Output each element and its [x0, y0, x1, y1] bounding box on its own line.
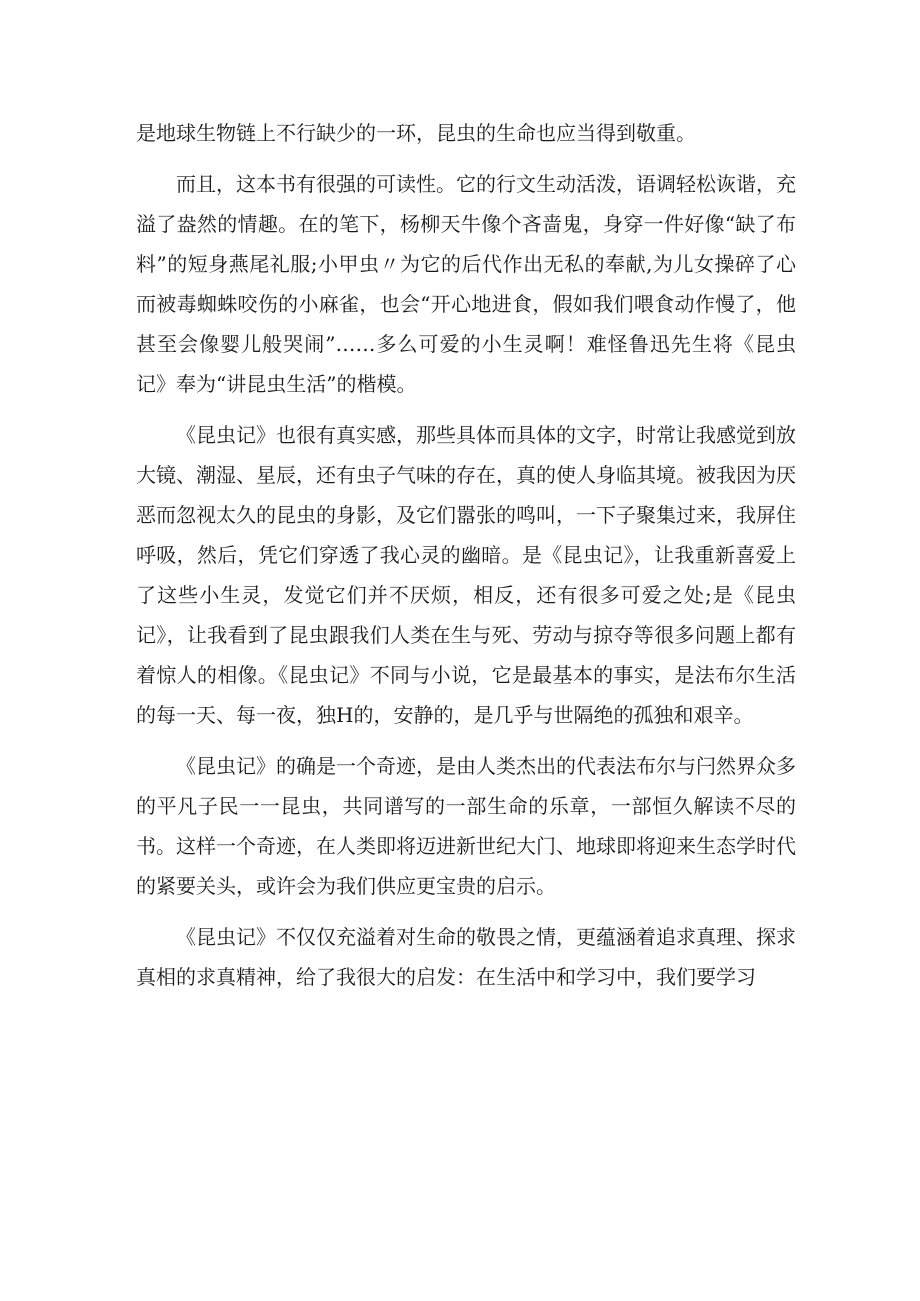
article-body	[136, 113, 796, 997]
paragraph-1: 是地球生物链上不行缺少的一环，昆虫的生命也应当得到敬重。	[136, 121, 696, 145]
paragraph-5: 《昆虫记》不仅仅充溢着对生命的敬畏之情，更蕴涵着追求真理、探求真相的求真精神，给了我很大的启发：在生活中和学习中，我们要学习	[136, 925, 796, 989]
paragraph-3: 《昆虫记》也很有真实感，那些具体而具体的文字，时常让我感觉到放大镜、潮湿、星辰，还有虫子气味的存在，真的使人身临其境。被我因为厌恶而忽视太久的昆虫的身影，及它们嚣张的鸣叫，一下子聚集过来，我屏住呼吸，然后，凭它们穿透了我心灵的幽暗。是《昆虫记》，让我重新喜爱上了这些小生灵，发觉它们并不厌烦，相反，还有很多可爱之处;是《昆虫记》，让我看到了昆虫跟我们人类在生与死、劳动与掠夺等很多问题上都有着惊人的相像。《昆虫记》不同与小说，它是最基本的事实，是法布尔生活的每一天、每一夜，独H的，安静的，是几乎与世隔绝的孤独和艰辛。	[136, 423, 796, 727]
paragraph-4: 《昆虫记》的确是一个奇迹，是由人类杰出的代表法布尔与闩然界众多的平凡子民一一昆虫，共同谱写的一部生命的乐章，一部恒久解读不尽的书。这样一个奇迹，在人类即将迈进新世纪大门、地球即将迎来生态学时代的紧要关头，或许会为我们供应更宝贵的启示。	[136, 754, 796, 898]
paragraph-2: 而且，这本书有很强的可读性。它的行文生动活泼，语调轻松诙谐，充溢了盎然的情趣。在的笔下，杨柳天牛像个吝啬鬼，身穿一件好像“缺了布料”的短身燕尾礼服;小甲虫〃为它的后代作出无私的奉献,为儿女操碎了心而被毒蜘蛛咬伤的小麻雀，也会“开心地进食，假如我们喂食动作慢了，他甚至会像婴儿般哭闹”……多么可爱的小生灵啊！难怪鲁迅先生将《昆虫记》奉为“讲昆虫生活”的楷模。	[136, 172, 796, 396]
